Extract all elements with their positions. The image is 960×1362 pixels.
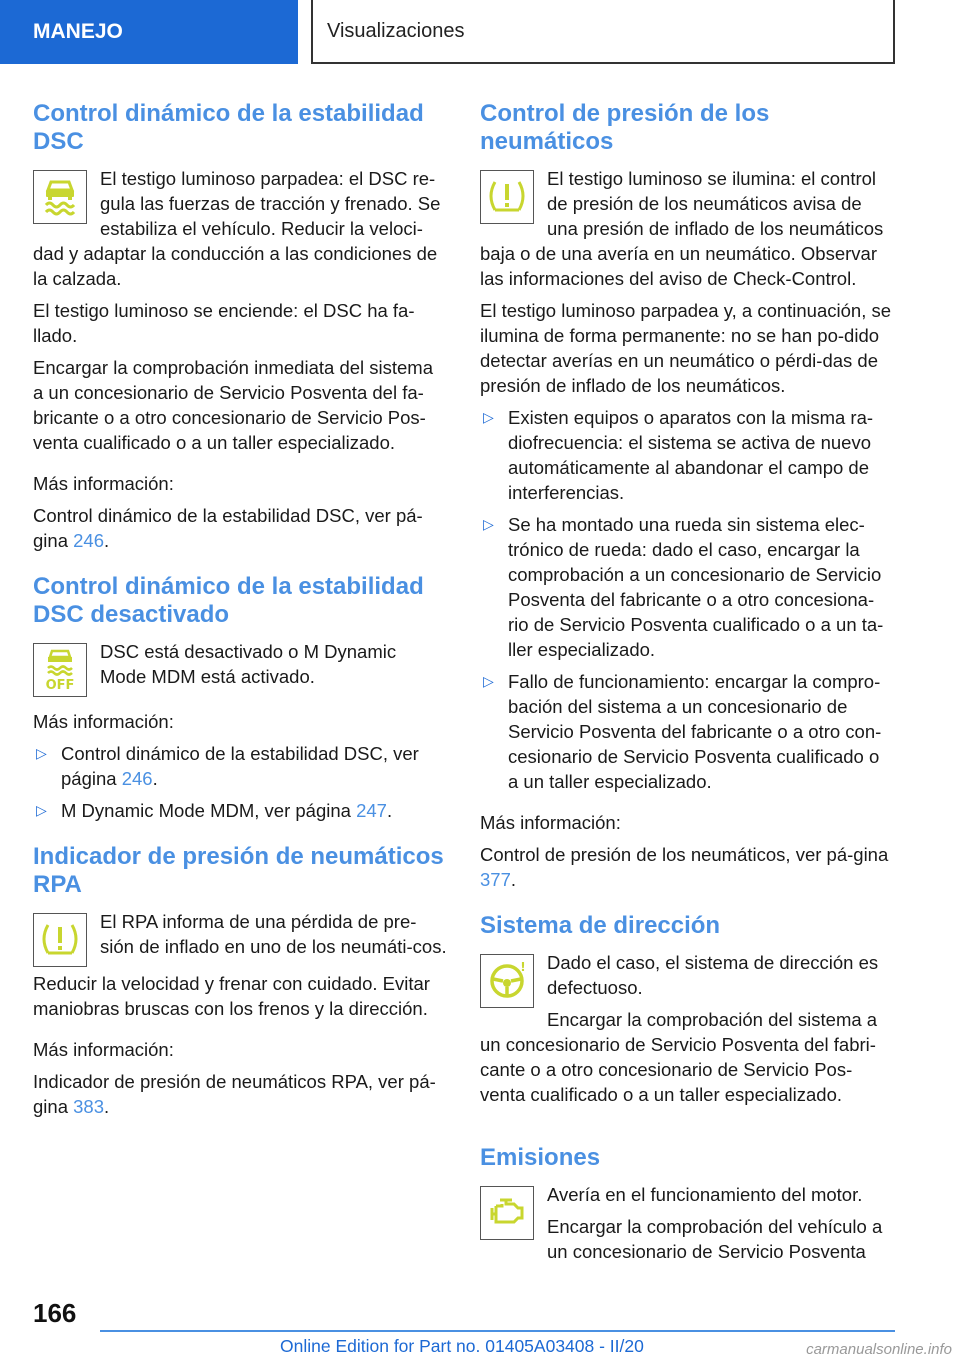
triangle-bullet-icon: ▷ xyxy=(483,516,494,532)
emissions-paragraph-1: Avería en el funcionamiento del motor. xyxy=(547,1184,863,1205)
list-item: ▷ Control dinámico de la estabilidad DSC, ver página 246. xyxy=(36,743,419,789)
dsc-more-info-label: Más información: xyxy=(33,473,174,494)
tpms-paragraph-1: El testigo luminoso se ilumina: el control de presión de los neumáticos avisa de una presión de inflado de los neumáticos baja o de una avería en un neumático. Observar las informaciones del aviso de Check-Control. xyxy=(480,168,884,289)
header-chapter-label: Visualizaciones xyxy=(327,19,465,42)
section-title: Emisiones xyxy=(480,1144,601,1171)
page-link[interactable]: 246 xyxy=(121,768,153,789)
page-number: 166 xyxy=(33,1298,77,1328)
right-column xyxy=(480,100,894,1291)
dsc-paragraph-3: Encargar la comprobación inmediata del sistema a un concesionario de Servicio Posventa del fa-bricante o a otro concesionario de Servicio Pos-venta cualificado o a un taller especializado. xyxy=(33,357,434,453)
tpms-page-link[interactable]: 377 xyxy=(480,869,511,890)
section-title: Control de presión de los neumáticos xyxy=(480,100,770,155)
engine-warning-icon xyxy=(480,1186,534,1240)
dsc-paragraph-2: El testigo luminoso se enciende: el DSC ha fa-llado. xyxy=(33,300,415,346)
tpms-paragraph-2: El testigo luminoso parpadea y, a continuación, se ilumina de forma permanente: no se han po-dido detectar averías en un neumático o pérdi-das de presión de inflado de los neumáticos. xyxy=(480,300,892,396)
footer-edition-text: Online Edition for Part no. 01405A03408 - II/20 xyxy=(280,1336,644,1356)
rpa-paragraph-2: Reducir la velocidad y frenar con cuidado. Evitar maniobras bruscas con los frenos y la dirección. xyxy=(33,973,430,1019)
section-emissions xyxy=(480,1144,894,1271)
section-tpms xyxy=(480,100,894,892)
dsc-reference: Control dinámico de la estabilidad DSC, ver pá-gina 246. xyxy=(33,505,423,551)
dsc-warning-icon xyxy=(33,170,87,224)
dsc-page-link[interactable]: 246 xyxy=(73,530,104,551)
rpa-paragraph-1: El RPA informa de una pérdida de pre-sión de inflado en uno de los neumáti-cos. xyxy=(100,911,447,957)
header-section-tab xyxy=(0,0,298,64)
rpa-page-link[interactable]: 383 xyxy=(73,1096,104,1117)
triangle-bullet-icon: ▷ xyxy=(483,673,494,689)
list-item: ▷ Se ha montado una rueda sin sistema elec-trónico de rueda: dado el caso, encargar la comprobación a un concesionario de Servicio Posventa del fabricante o a otro concesiona-rio de Servicio Posventa cualificado o a un ta-ller especializado. xyxy=(483,514,884,660)
tire-pressure-warning-icon xyxy=(33,913,87,967)
header-chapter-tab xyxy=(311,0,895,64)
dsc-off-reference-list xyxy=(33,741,447,823)
svg-text:!: ! xyxy=(520,960,526,974)
list-item: ▷ M Dynamic Mode MDM, ver página 247. xyxy=(36,800,393,821)
rpa-more-info-label: Más información: xyxy=(33,1039,174,1060)
section-title: Sistema de dirección xyxy=(480,912,721,939)
section-title: Control dinámico de la estabilidad DSC desactivado xyxy=(33,573,424,628)
dsc-off-icon xyxy=(33,643,87,697)
steering-paragraph-2: Encargar la comprobación del sistema a un concesionario de Servicio Posventa del fabri-cante o a otro concesionario de Servicio Pos-venta cualificado o a un taller especializado. xyxy=(480,1009,878,1105)
tpms-reference: Control de presión de los neumáticos, ver pá-gina 377. xyxy=(480,844,889,890)
triangle-bullet-icon: ▷ xyxy=(36,745,47,761)
page-link[interactable]: 247 xyxy=(356,800,387,821)
dsc-paragraph-1: El testigo luminoso parpadea: el DSC re-gula las fuerzas de tracción y frenado. Se estabiliza el vehículo. Reducir la veloci-dad y adaptar la conducción a las condiciones de la calzada. xyxy=(33,168,441,289)
tpms-more-info-label: Más información: xyxy=(480,812,621,833)
section-dsc xyxy=(33,100,447,553)
steering-paragraph-1: Dado el caso, el sistema de dirección es defectuoso. xyxy=(547,952,879,998)
left-column xyxy=(33,100,447,1139)
dsc-off-more-info-label: Más información: xyxy=(33,711,174,732)
watermark: carmanualsonline.info xyxy=(806,1341,952,1358)
svg-text:OFF: OFF xyxy=(45,678,75,693)
emissions-paragraph-2: Encargar la comprobación del vehículo a un concesionario de Servicio Posventa xyxy=(547,1216,883,1262)
tire-pressure-control-icon xyxy=(480,170,534,224)
list-item: ▷ Existen equipos o aparatos con la misma ra-diofrecuencia: el sistema se activa de nuevo automáticamente al abandonar el campo de interferencias. xyxy=(483,407,874,503)
triangle-bullet-icon: ▷ xyxy=(36,802,47,818)
section-steering xyxy=(480,912,894,1114)
section-title: Control dinámico de la estabilidad DSC xyxy=(33,100,424,155)
section-title: Indicador de presión de neumáticos RPA xyxy=(33,843,444,898)
header-section-label: MANEJO xyxy=(33,20,123,43)
steering-warning-icon xyxy=(480,954,534,1008)
section-dsc-off xyxy=(33,573,447,823)
rpa-reference: Indicador de presión de neumáticos RPA, ver pá-gina 383. xyxy=(33,1071,436,1117)
dsc-off-paragraph-1: DSC está desactivado o M Dynamic Mode MDM está activado. xyxy=(100,641,397,687)
list-item: ▷ Fallo de funcionamiento: encargar la compro-bación del sistema a un concesionario de Servicio Posventa del fabricante o a otro con-cesionario de Servicio Posventa cualificado o a un taller especializado. xyxy=(483,671,882,792)
tpms-list xyxy=(480,405,894,794)
triangle-bullet-icon: ▷ xyxy=(483,409,494,425)
footer-divider xyxy=(100,1330,895,1332)
section-rpa xyxy=(33,843,447,1119)
